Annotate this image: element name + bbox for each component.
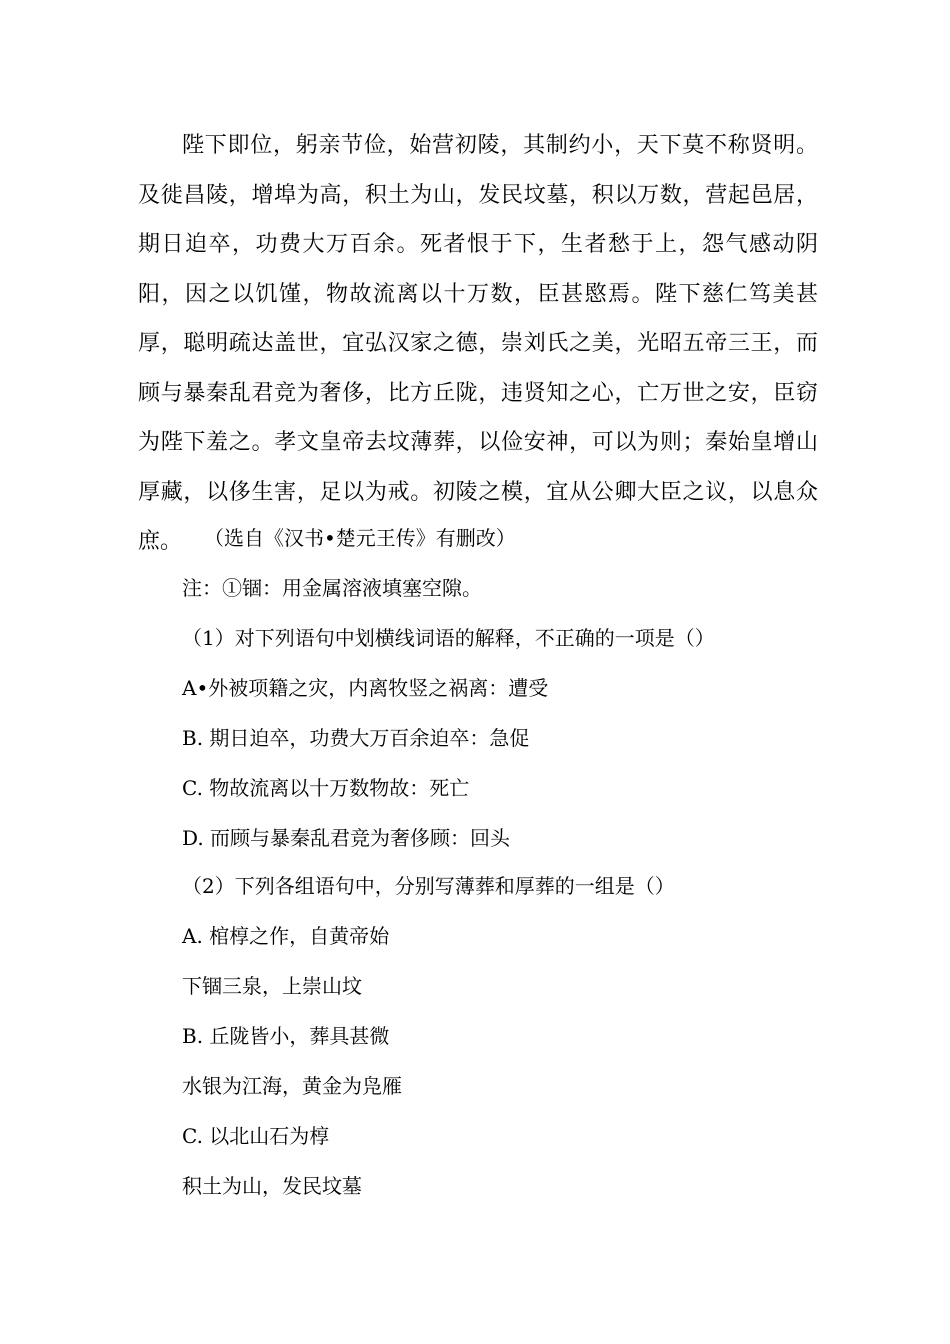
question-1-option-a: A•外被项籍之灾，内离牧竖之祸离：遭受 bbox=[182, 676, 549, 700]
passage-text: 陛下即位，躬亲节俭，始营初陵，其制约小，天下莫不称贤明。及徙昌陵，增埠为高，积土为山，发民坟墓，积以万数，营起邑居，期日迫卒，功费大万百余。死者恨于下，生者愁于上，怨气感动阴阳，因之以饥馑，物故流离以十万数，臣甚愍焉。陛下慈仁笃美甚厚，聪明疏达盖世，宜弘汉家之德，崇刘氏之美，光昭五帝三王，而顾与暴秦乱君竞为奢侈，比方丘陇，违贤知之心，亡万世之安，臣窃为陛下羞之。孝文皇帝去坟薄葬，以俭安神，可以为则；秦始皇增山厚藏，以侈生害，足以为戒。初陵之模，宜从公卿大臣之议，以息众庶。 bbox=[138, 133, 818, 554]
annotation-note: 注：①锢：用金属溶液填塞空隙。 bbox=[182, 576, 482, 600]
source-citation: （选自《汉书•楚元王传》有删改） bbox=[204, 526, 516, 550]
question-2-option-a-line-1: A. 棺椁之作，自黄帝始 bbox=[182, 924, 390, 948]
question-2-option-c-line-2: 积土为山，发民坟墓 bbox=[182, 1174, 362, 1198]
question-1-stem: （1）对下列语句中划横线词语的解释，不正确的一项是（） bbox=[182, 626, 715, 650]
question-2-option-b-line-1: B. 丘陇皆小，葬具甚微 bbox=[182, 1024, 390, 1048]
question-1-option-c: C. 物故流离以十万数物故：死亡 bbox=[182, 776, 470, 800]
question-2-stem: （2）下列各组语句中，分别写薄葬和厚葬的一组是（） bbox=[182, 874, 675, 898]
question-2-option-c-line-1: C. 以北山石为椁 bbox=[182, 1124, 330, 1148]
question-2-option-b-line-2: 水银为江海，黄金为凫雁 bbox=[182, 1074, 402, 1098]
question-1-option-d: D. 而顾与暴秦乱君竞为奢侈顾：回头 bbox=[182, 826, 511, 850]
question-1-option-b: B. 期日迫卒，功费大万百余迫卒：急促 bbox=[182, 726, 530, 750]
question-2-option-a-line-2: 下锢三泉，上崇山坟 bbox=[182, 974, 362, 998]
